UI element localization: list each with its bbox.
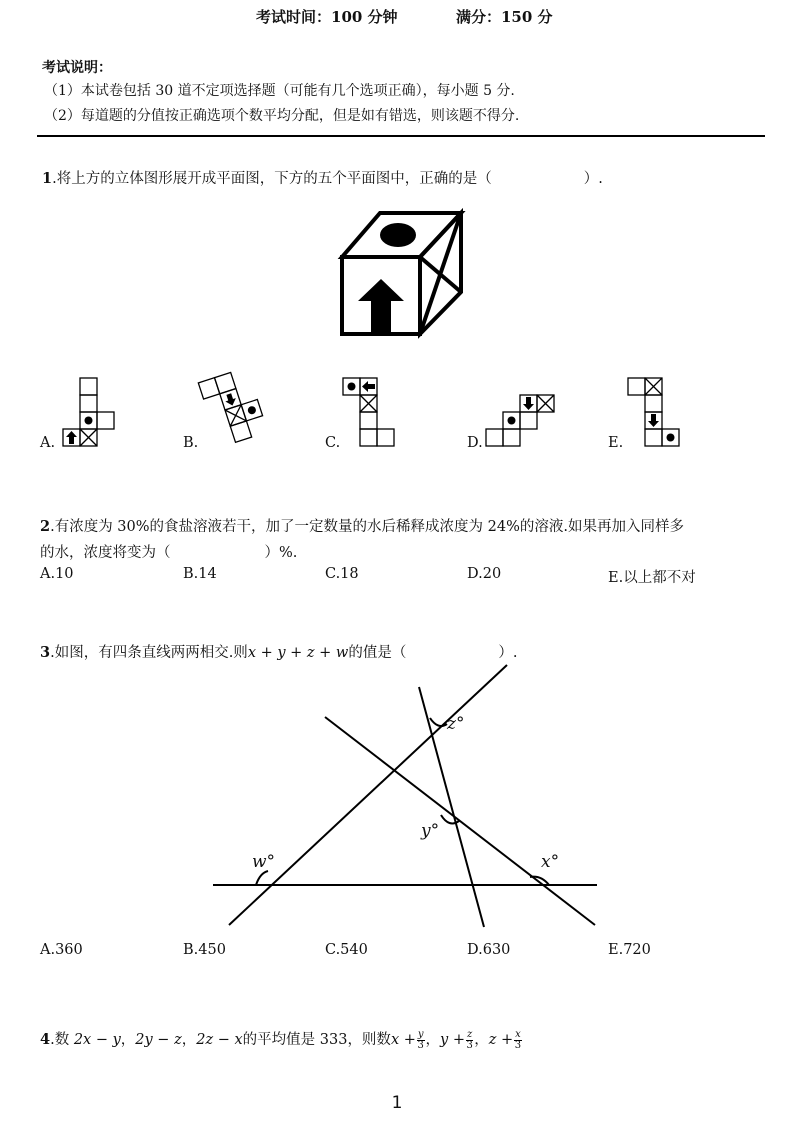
q2-option-c[interactable]: C.18 bbox=[325, 566, 359, 582]
term-1-main: x + bbox=[390, 1032, 416, 1048]
question-3-close: ）. bbox=[498, 645, 518, 661]
fraction-2-denominator: 3 bbox=[466, 1039, 473, 1051]
fraction-1-numerator: y bbox=[417, 1028, 424, 1040]
question-2-close: ）%. bbox=[264, 545, 298, 561]
separator: ， bbox=[181, 1032, 197, 1048]
angle-label-z: z° bbox=[447, 714, 465, 734]
q1-option-e[interactable]: E. bbox=[608, 435, 624, 451]
line-falling bbox=[325, 717, 595, 925]
fraction-3-numerator: x bbox=[515, 1028, 521, 1040]
separator: ， bbox=[425, 1032, 441, 1048]
question-1-number: 1 bbox=[42, 170, 53, 187]
angle-arc-z bbox=[430, 718, 447, 726]
question-4-value: 333 bbox=[319, 1032, 348, 1048]
angle-label-y: y° bbox=[421, 821, 440, 841]
fraction-3-denominator: 3 bbox=[514, 1039, 522, 1051]
q1-option-c[interactable]: C. bbox=[325, 435, 341, 451]
question-3-text: .如图，有四条直线两两相交.则 bbox=[50, 645, 248, 661]
instruction-rule-2: （2）每道题的分值按正确选项个数平均分配，但是如有错选，则该题不得分. bbox=[44, 108, 520, 124]
q2-option-d[interactable]: D.20 bbox=[467, 566, 502, 582]
fraction-1-denominator: 3 bbox=[417, 1039, 424, 1051]
q1-option-b[interactable]: B. bbox=[183, 435, 199, 451]
q3-option-a[interactable]: A.360 bbox=[40, 942, 83, 958]
q3-option-b[interactable]: B.450 bbox=[183, 942, 226, 958]
question-4-expr-3: 2z − x bbox=[196, 1032, 243, 1048]
angle-arc-w bbox=[256, 871, 268, 885]
q2-option-b[interactable]: B.14 bbox=[183, 566, 217, 582]
q1-option-a[interactable]: A. bbox=[40, 435, 56, 451]
q1-option-d[interactable]: D. bbox=[467, 435, 483, 451]
q2-option-e[interactable]: E.以上都不对 bbox=[608, 570, 696, 586]
fraction-1 bbox=[417, 1030, 425, 1051]
question-3-expression: x + y + z + w bbox=[247, 645, 349, 661]
fraction-2-numerator: z bbox=[466, 1028, 473, 1040]
question-2-number: 2 bbox=[40, 518, 51, 535]
question-4-text-mid: 的平均值是 bbox=[242, 1032, 320, 1048]
exam-time: 考试时间：100 分钟 bbox=[256, 8, 398, 26]
angle-label-w: w° bbox=[252, 852, 276, 872]
instruction-rule-1: （1）本试卷包括 30 道不定项选择题（可能有几个选项正确），每小题 5 分. bbox=[44, 83, 515, 99]
question-2-line-1: .有浓度为 30%的食盐溶液若干，加了一定数量的水后稀释成浓度为 24%的溶液.如果再加入同样多 bbox=[50, 519, 684, 535]
question-1-close: ）. bbox=[583, 171, 603, 187]
question-1-text: .将上方的立体图形展开成平面图，下方的五个平面图中，正确的是（ bbox=[52, 171, 492, 187]
q3-option-c[interactable]: C.540 bbox=[325, 942, 368, 958]
question-2-line-2: 的水，浓度将变为（ bbox=[40, 545, 171, 561]
exam-full-score: 满分：150 分 bbox=[456, 8, 553, 26]
question-4-text-pre: .数 bbox=[50, 1032, 74, 1048]
fraction-3 bbox=[514, 1030, 522, 1051]
question-3-text-post: 的值是（ bbox=[348, 645, 407, 661]
term-3-main: z + bbox=[488, 1032, 514, 1048]
q3-option-e[interactable]: E.720 bbox=[608, 942, 651, 958]
angle-label-x: x° bbox=[541, 852, 560, 872]
question-4 bbox=[40, 1028, 523, 1051]
q3-option-d[interactable]: D.630 bbox=[467, 942, 511, 958]
question-4-number: 4 bbox=[40, 1031, 51, 1048]
instructions-title: 考试说明： bbox=[42, 60, 112, 76]
q2-option-a[interactable]: A.10 bbox=[40, 566, 74, 582]
separator: ， bbox=[474, 1032, 489, 1048]
term-2-main: y + bbox=[440, 1032, 465, 1048]
question-4-expr-1: 2x − y bbox=[73, 1032, 121, 1048]
question-4-text-post: ，则数 bbox=[347, 1032, 391, 1048]
page-number: 1 bbox=[391, 1093, 403, 1113]
separator: ， bbox=[120, 1032, 136, 1048]
question-4-expr-2: 2y − z bbox=[135, 1032, 182, 1048]
question-3-number: 3 bbox=[40, 644, 51, 661]
fraction-2 bbox=[466, 1030, 473, 1051]
